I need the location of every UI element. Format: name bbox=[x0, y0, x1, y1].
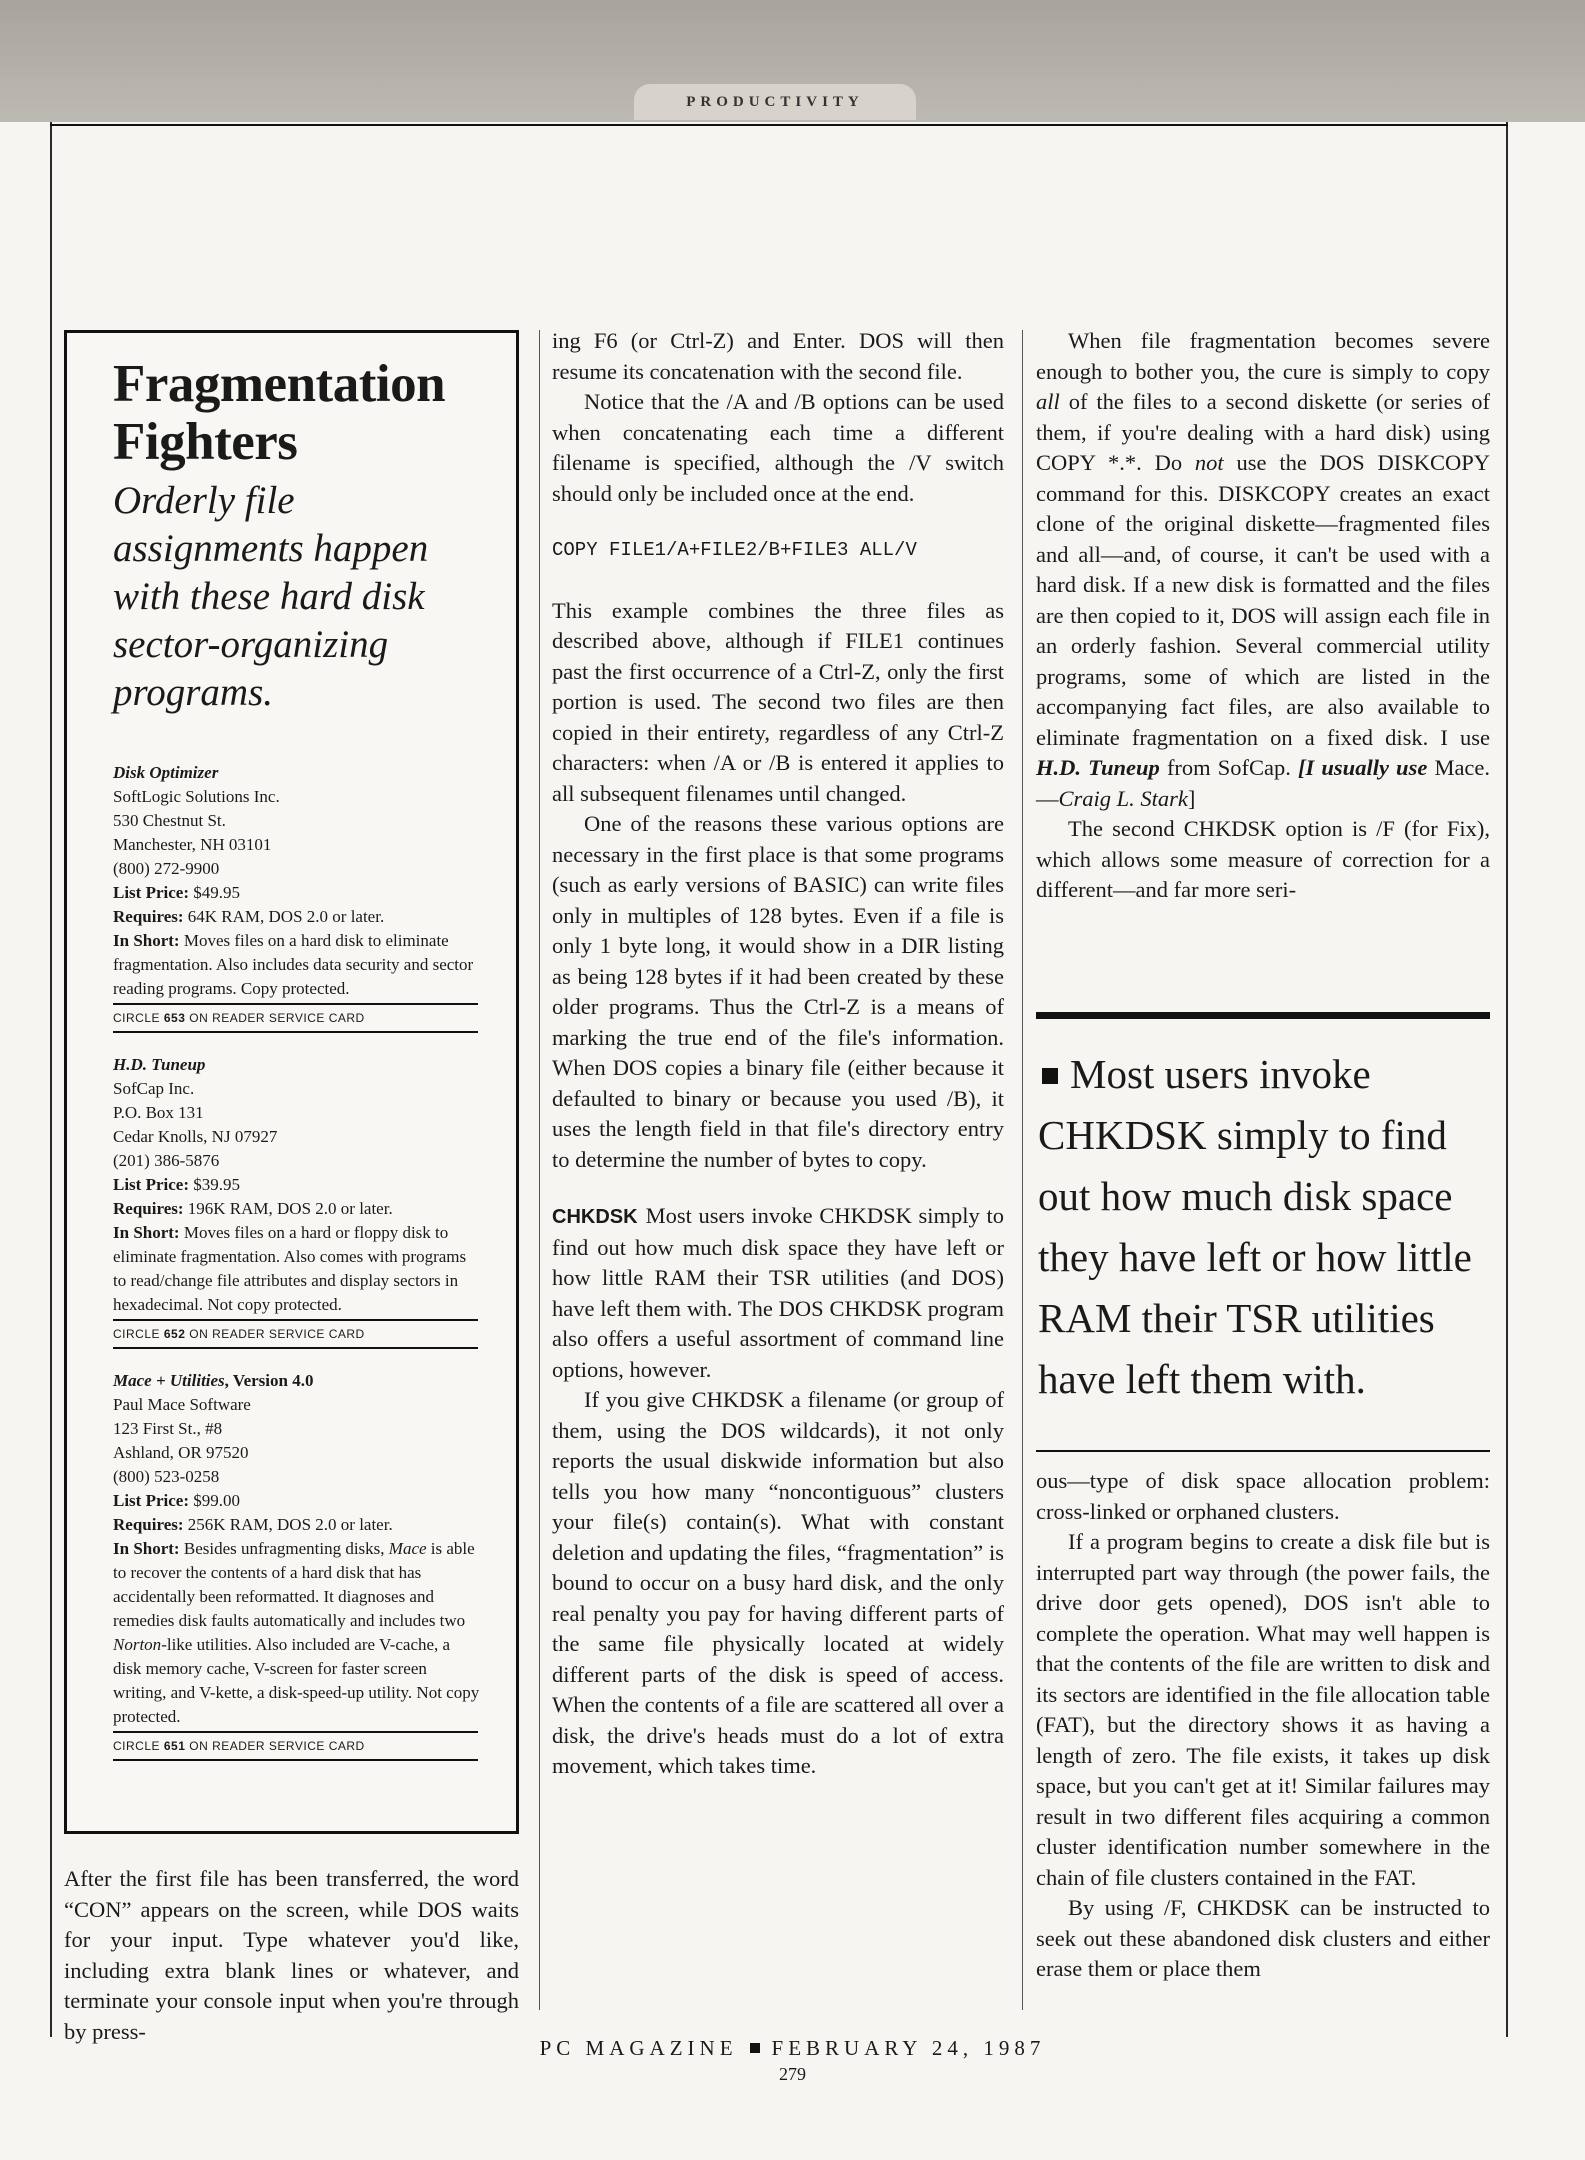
column-3-text-top bbox=[1036, 326, 1490, 906]
paragraph: One of the reasons these various options are necessary in the first place is that some programs (such as early versions of BASIC) can write files only in multiples of 128 bytes. Even if a file is only 1 byte long, it would show in a DIR listing as being 128 bytes if it had been created by these older programs. Thus the Ctrl-Z is a means of marking the true end of the file's information. When DOS copies a binary file (either because it defaulted to binary or because you used /B), it uses the length field in that file's directory entry to determine the number of bytes to copy. bbox=[552, 811, 1004, 1172]
paragraph: This example combines the three files as described above, although if FILE1 continues past the first occurrence of a Ctrl-Z, only the first portion is used. The second two files are then copied in their entirety, regardless of any Ctrl-Z characters: when /A or /B is entered it applies to all subsequent filenames until changed. bbox=[552, 597, 1004, 806]
paragraph: The second CHKDSK option is /F (for Fix), which allows some measure of correction for a different—and far more seri- bbox=[1036, 816, 1490, 902]
product-entry bbox=[113, 761, 480, 1033]
footer-line bbox=[0, 2036, 1585, 2061]
paragraph: Notice that the /A and /B options can be used when concatenating each time a different filename is specified, although the /V switch should only be included once at the end. bbox=[552, 389, 1004, 506]
section-header: PRODUCTIVITY bbox=[634, 84, 916, 120]
product-name: Mace + Utilities, Version 4.0 bbox=[113, 1371, 314, 1390]
reader-service-line: CIRCLE 651 ON READER SERVICE CARD bbox=[113, 1731, 478, 1761]
in-short: In Short: Moves files on a hard disk to eliminate fragmentation. Also includes data security and sector reading programs. Copy protected. bbox=[113, 931, 474, 998]
requires: Requires: 64K RAM, DOS 2.0 or later. bbox=[113, 907, 385, 926]
page-border-right bbox=[1506, 122, 1508, 2037]
paragraph: If a program begins to create a disk file but is interrupted part way through (the power fails, the drive door gets opened), DOS isn't able to complete the operation. What may well happen is that the contents of the file are written to disk and its sectors are identified in the file allocation table (FAT), but the directory shows it as having a length of zero. The file exists, it takes up disk space, but you can't get at it! Similar failures may result in two different files acquiring a common cluster identification number somewhere in the chain of file clusters contained in the FAT. bbox=[1036, 1529, 1490, 1890]
magazine-name: PC MAGAZINE bbox=[539, 2036, 738, 2060]
pull-quote: Most users invoke CHKDSK simply to find out how much disk space they have left or how little RAM their TSR utilities have left them with. bbox=[1038, 1051, 1472, 1402]
vendor-street: 530 Chestnut St. bbox=[113, 811, 226, 830]
paragraph: By using /F, CHKDSK can be instructed to seek out these abandoned disk clusters and either erase them or place them bbox=[1036, 1895, 1490, 1981]
column-2-text bbox=[552, 326, 1004, 1782]
bullet-square bbox=[1042, 1068, 1058, 1084]
column-rule bbox=[539, 330, 540, 2010]
vendor-phone: (201) 386-5876 bbox=[113, 1151, 220, 1170]
column-3-text-bottom bbox=[1036, 1466, 1490, 1985]
reader-service-line: CIRCLE 652 ON READER SERVICE CARD bbox=[113, 1319, 478, 1349]
vendor-name: SofCap Inc. bbox=[113, 1079, 195, 1098]
top-rule bbox=[50, 124, 1508, 126]
product-entry bbox=[113, 1369, 480, 1761]
vendor-city: Cedar Knolls, NJ 07927 bbox=[113, 1127, 278, 1146]
bullet-square bbox=[750, 2043, 760, 2053]
page-border-left bbox=[50, 122, 52, 2037]
code-example: COPY FILE1/A+FILE2/B+FILE3 ALL/V bbox=[552, 539, 917, 561]
reader-service-line: CIRCLE 653 ON READER SERVICE CARD bbox=[113, 1003, 478, 1033]
paragraph: When file fragmentation becomes severe enough to bother you, the cure is simply to copy all of the files to a second diskette (or series of them, if you're dealing with a hard disk) using COPY *.*. Do not use the DOS DISKCOPY command for this. DISKCOPY creates an exact clone of the original diskette—fragmented files and all—and, of course, it can't be used with a hard disk. If a new disk is formatted and the files are then copied to it, DOS will assign each file in an orderly fashion. Several commercial utility programs, some of which are listed in the accompanying fact files, are also available to eliminate fragmentation on a fixed disk. I use H.D. Tuneup from SofCap. [I usually use Mace.—Craig L. Stark] bbox=[1036, 328, 1491, 811]
in-short: In Short: Besides unfragmenting disks, Mace is able to recover the contents of a hard disk that has accidentally been reformatted. It diagnoses and remedies disk faults automatically and includes two Norton-like utilities. Also included are V-cache, a disk memory cache, V-screen for faster screen writing, and V-kette, a disk-speed-up utility. Not copy protected. bbox=[113, 1539, 480, 1726]
list-price: List Price: $99.00 bbox=[113, 1491, 240, 1510]
paragraph: ous—type of disk space allocation problem: cross-linked or orphaned clusters. bbox=[1036, 1468, 1490, 1524]
paragraph: ing F6 (or Ctrl-Z) and Enter. DOS will then resume its concatenation with the second file. bbox=[552, 328, 1004, 384]
list-price: List Price: $39.95 bbox=[113, 1175, 240, 1194]
vendor-phone: (800) 272-9900 bbox=[113, 859, 220, 878]
run-in-head: CHKDSK bbox=[552, 1206, 638, 1228]
page-number: 279 bbox=[779, 2064, 806, 2084]
pullquote-rule-bottom bbox=[1036, 1450, 1490, 1452]
product-entry bbox=[113, 1053, 480, 1349]
vendor-street: 123 First St., #8 bbox=[113, 1419, 223, 1438]
fact-file-box bbox=[64, 330, 519, 1834]
sidebar-title: Fragmentation Fighters bbox=[113, 355, 446, 471]
issue-date: FEBRUARY 24, 1987 bbox=[771, 2036, 1046, 2060]
requires: Requires: 256K RAM, DOS 2.0 or later. bbox=[113, 1515, 393, 1534]
vendor-street: P.O. Box 131 bbox=[113, 1103, 204, 1122]
vendor-name: Paul Mace Software bbox=[113, 1395, 251, 1414]
sidebar-subtitle: Orderly file assignments happen with these hard disk sector-organizing programs. bbox=[113, 479, 429, 714]
list-price: List Price: $49.95 bbox=[113, 883, 240, 902]
vendor-phone: (800) 523-0258 bbox=[113, 1467, 220, 1486]
vendor-city: Ashland, OR 97520 bbox=[113, 1443, 249, 1462]
paragraph: After the first file has been transferred, the word “CON” appears on the screen, while DOS waits for your input. Type whatever you'd like, including extra blank lines or whatever, and terminate your console input when you're through by press- bbox=[64, 1866, 519, 2044]
vendor-name: SoftLogic Solutions Inc. bbox=[113, 787, 280, 806]
paragraph: CHKDSK Most users invoke CHKDSK simply to find out how much disk space they have left or how little RAM their TSR utilities (and DOS) have left them with. The DOS CHKDSK program also offers a useful assortment of command line options, however. bbox=[552, 1203, 1004, 1382]
pullquote-rule-top bbox=[1036, 1012, 1490, 1019]
vendor-city: Manchester, NH 03101 bbox=[113, 835, 272, 854]
in-short: In Short: Moves files on a hard or floppy disk to eliminate fragmentation. Also comes with programs to read/change file attributes and display sectors in hexadecimal. Not copy protected. bbox=[113, 1223, 467, 1314]
column-rule bbox=[1022, 330, 1023, 2010]
column-1-text bbox=[64, 1864, 519, 2047]
product-name: H.D. Tuneup bbox=[113, 1055, 206, 1074]
product-name: Disk Optimizer bbox=[113, 763, 219, 782]
requires: Requires: 196K RAM, DOS 2.0 or later. bbox=[113, 1199, 393, 1218]
paragraph: If you give CHKDSK a filename (or group of them, using the DOS wildcards), it not only reports the usual diskwide information but also tells you how many “noncontiguous” clusters your file(s) contain(s). What with constant deletion and updating the files, “fragmentation” is bound to occur on a busy hard disk, and the only real penalty you pay for having different parts of the same file physically located at widely different parts of the disk is speed of access. When the contents of a file are scattered all over a disk, the drive's heads must do a lot of extra movement, which takes time. bbox=[552, 1387, 1004, 1778]
